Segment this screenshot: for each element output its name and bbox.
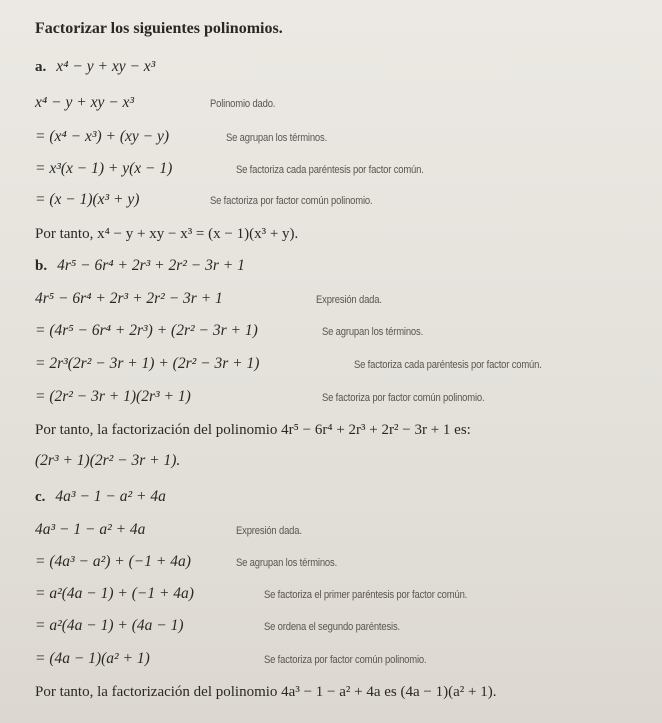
step-c-5-expr: = (4a − 1)(a² + 1)	[35, 650, 150, 667]
step-a-2-note: Se agrupan los términos.	[226, 132, 328, 144]
step-c-1-expr: 4a³ − 1 − a² + 4a	[35, 521, 146, 538]
step-a-3-note: Se factoriza cada paréntesis por factor común.	[236, 164, 424, 176]
conclusion-b-line2: (2r³ + 1)(2r² − 3r + 1).	[35, 452, 181, 469]
problem-a-expression: x⁴ − y + xy − x³	[56, 58, 156, 75]
problem-b	[35, 257, 245, 275]
step-a-3-expr: = x³(x − 1) + y(x − 1)	[35, 160, 173, 177]
step-b-1-expr: 4r⁵ − 6r⁴ + 2r³ + 2r² − 3r + 1	[35, 290, 223, 307]
problem-a-label: a.	[35, 59, 47, 75]
step-b-2-expr: = (4r⁵ − 6r⁴ + 2r³) + (2r² − 3r + 1)	[35, 322, 258, 339]
step-c-3-expr: = a²(4a − 1) + (−1 + 4a)	[35, 585, 194, 602]
step-c-4-note: Se ordena el segundo paréntesis.	[264, 621, 400, 633]
step-c-1-note: Expresión dada.	[236, 525, 302, 537]
step-b-1-note: Expresión dada.	[316, 294, 382, 306]
page-title: Factorizar los siguientes polinomios.	[35, 20, 283, 37]
step-a-4-note: Se factoriza por factor común polinomio.	[210, 195, 373, 207]
step-b-3-expr: = 2r³(2r² − 3r + 1) + (2r² − 3r + 1)	[35, 355, 260, 372]
step-c-5-note: Se factoriza por factor común polinomio.	[264, 654, 427, 666]
step-c-4-expr: = a²(4a − 1) + (4a − 1)	[35, 617, 184, 634]
step-a-2-expr: = (x⁴ − x³) + (xy − y)	[35, 128, 170, 145]
problem-c-expression: 4a³ − 1 − a² + 4a	[55, 488, 166, 505]
problem-a	[35, 58, 155, 76]
conclusion-c: Por tanto, la factorización del polinomio 4a³ − 1 − a² + 4a es (4a − 1)(a² + 1).	[35, 684, 497, 700]
problem-c-label: c.	[35, 489, 46, 505]
step-c-2-expr: = (4a³ − a²) + (−1 + 4a)	[35, 553, 191, 570]
conclusion-b-line1: Por tanto, la factorización del polinomio 4r⁵ − 6r⁴ + 2r³ + 2r² − 3r + 1 es:	[35, 422, 471, 438]
step-c-3-note: Se factoriza el primer paréntesis por factor común.	[264, 589, 468, 601]
step-b-4-note: Se factoriza por factor común polinomio.	[322, 392, 485, 404]
problem-b-expression: 4r⁵ − 6r⁴ + 2r³ + 2r² − 3r + 1	[57, 257, 245, 274]
step-c-2-note: Se agrupan los términos.	[236, 557, 338, 569]
step-b-4-expr: = (2r² − 3r + 1)(2r³ + 1)	[35, 388, 191, 405]
step-a-4-expr: = (x − 1)(x³ + y)	[35, 191, 140, 208]
step-a-1-note: Polinomio dado.	[210, 98, 276, 110]
problem-b-label: b.	[35, 258, 48, 274]
step-b-3-note: Se factoriza cada paréntesis por factor común.	[354, 359, 542, 371]
conclusion-a: Por tanto, x⁴ − y + xy − x³ = (x − 1)(x³ + y).	[35, 226, 299, 242]
problem-c	[35, 488, 166, 506]
step-a-1-expr: x⁴ − y + xy − x³	[35, 94, 135, 111]
step-b-2-note: Se agrupan los términos.	[322, 326, 424, 338]
